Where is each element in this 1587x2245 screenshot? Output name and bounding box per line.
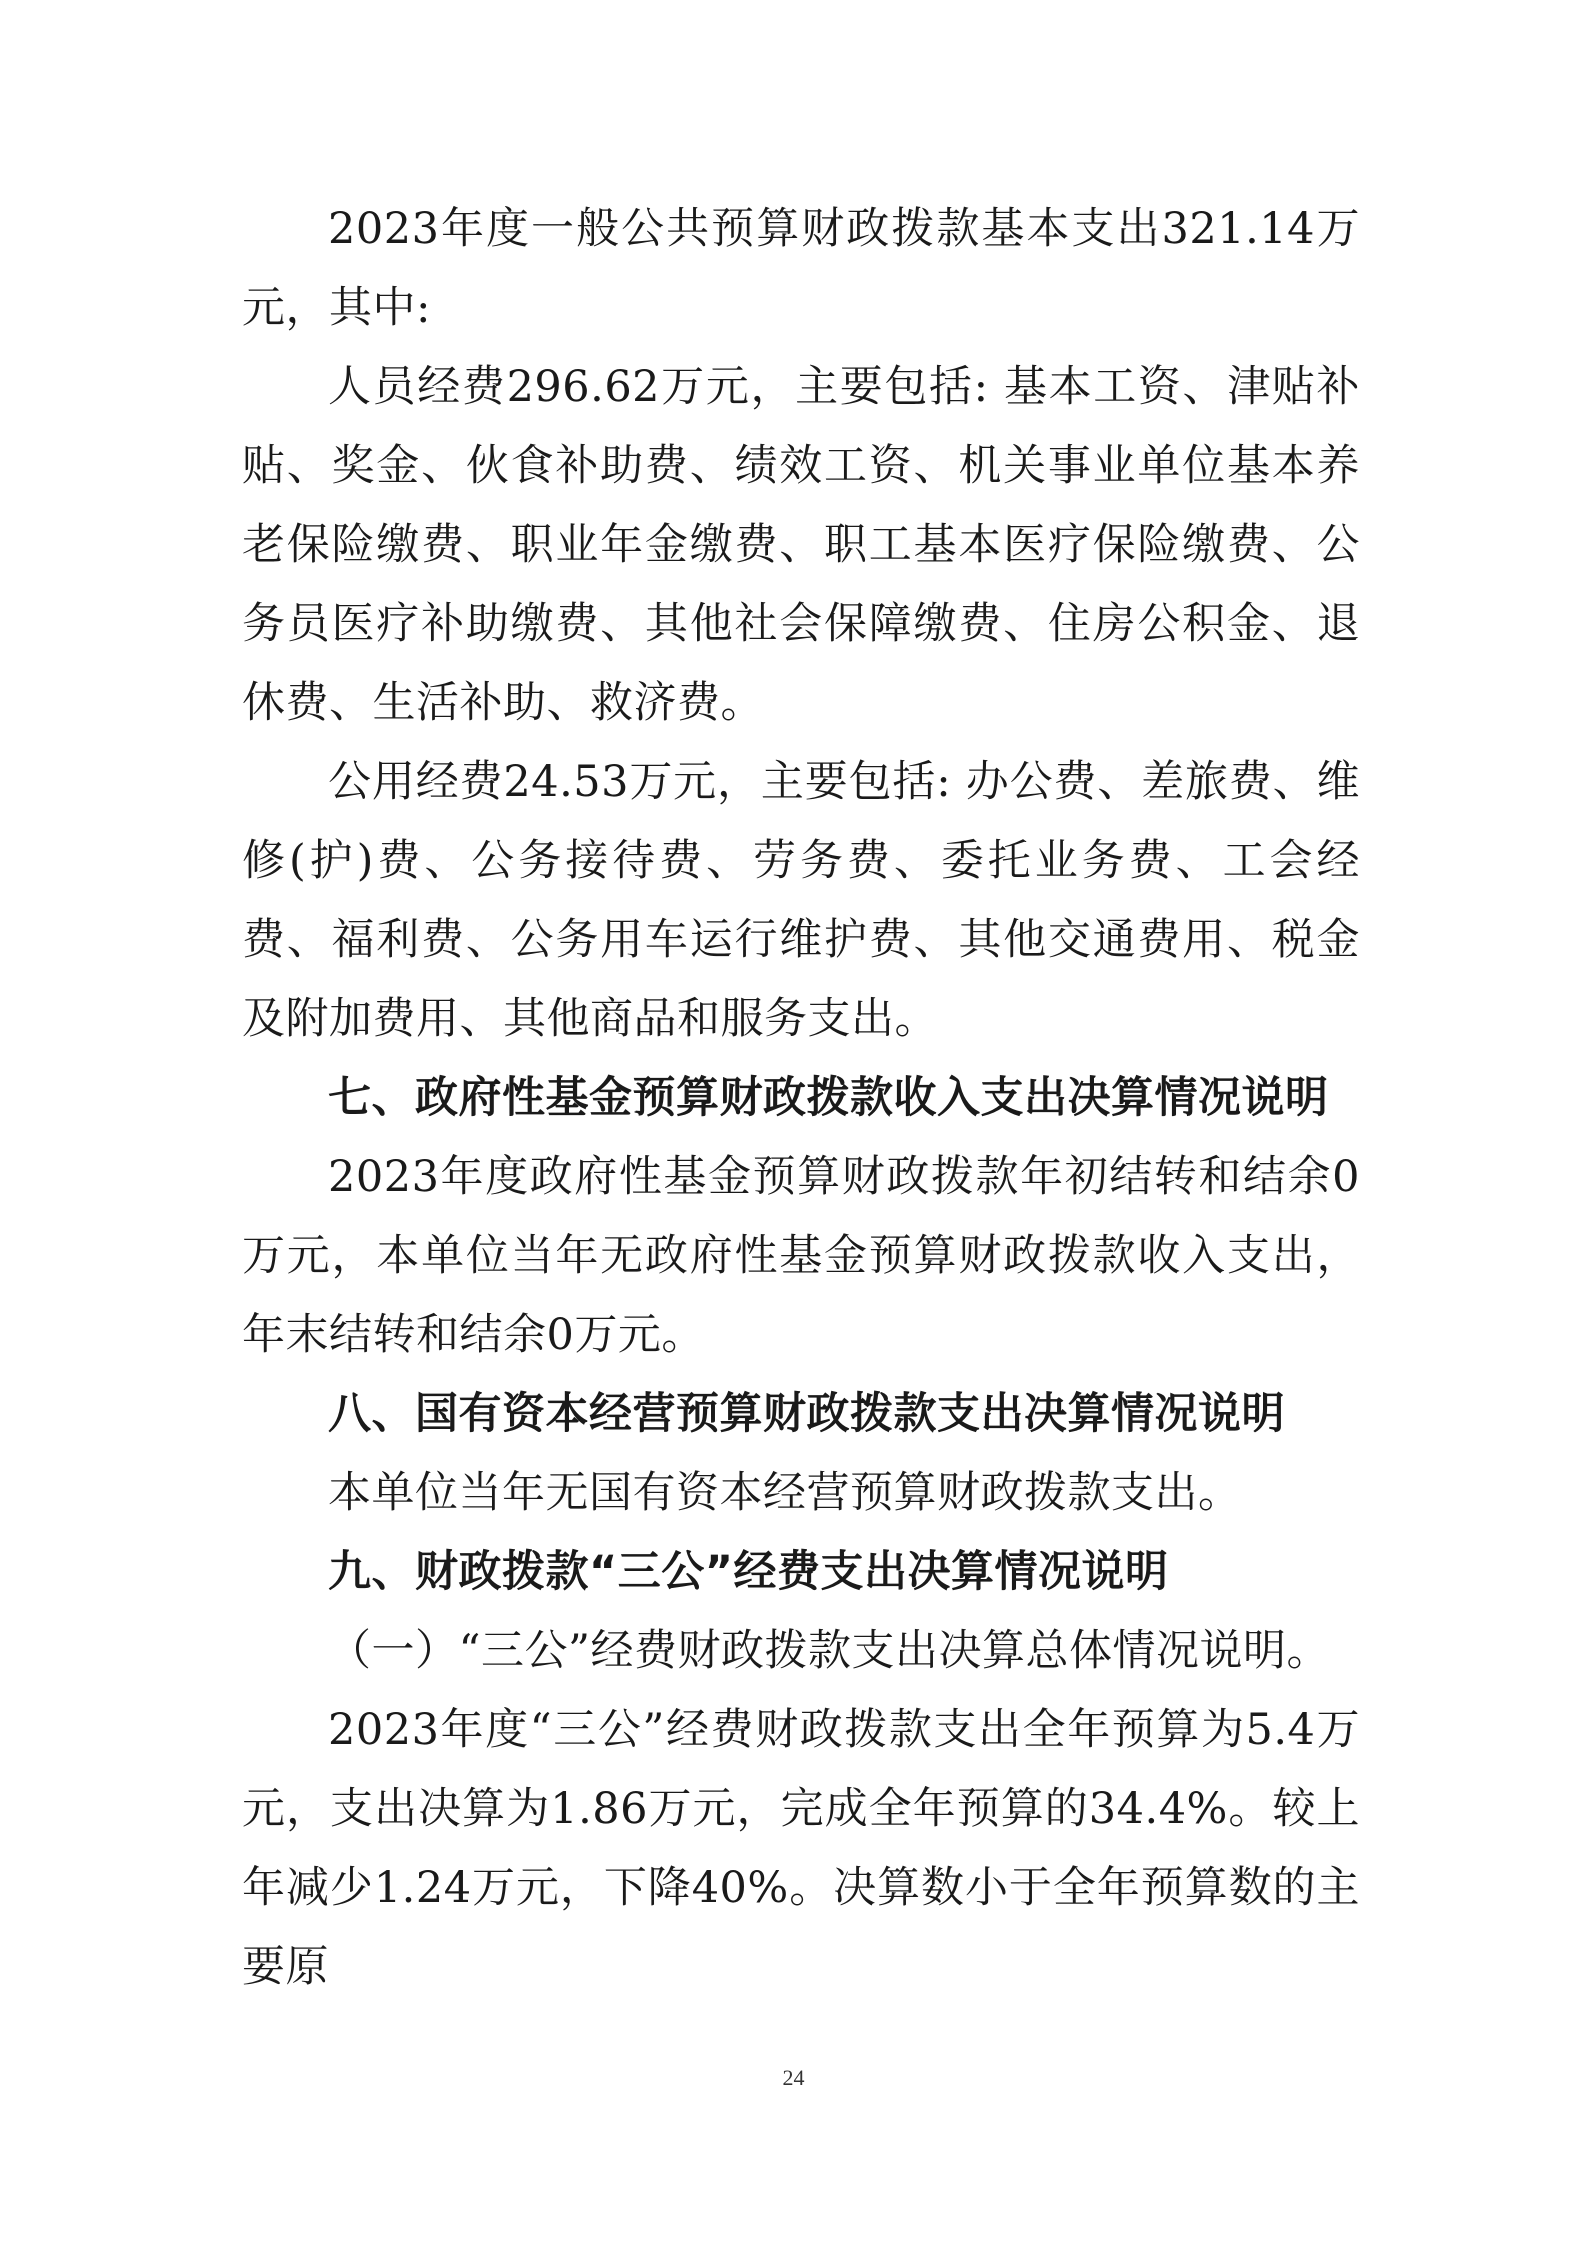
paragraph-government-fund: 2023年度政府性基金预算财政拨款年初结转和结余0万元，本单位当年无政府性基金预算财政拨款收入支出，年末结转和结余0万元。 (242, 1152, 1360, 1360)
subheading-three-public-overview: （一）“三公”经费财政拨款支出决算总体情况说明。 (328, 1626, 1330, 1676)
paragraph-public-expenses: 公用经费24.53万元，主要包括: 办公费、差旅费、维修(护)费、公务接待费、劳务费、委托业务费、工会经费、福利费、公务用车运行维护费、其他交通费用、税金及附加费用、其他商品和服务支出。 (242, 757, 1360, 1044)
heading-section-9: 九、财政拨款“三公”经费支出决算情况说明 (328, 1547, 1169, 1597)
paragraph-personnel-expenses: 人员经费296.62万元，主要包括: 基本工资、津贴补贴、奖金、伙食补助费、绩效工资、机关事业单位基本养老保险缴费、职业年金缴费、职工基本医疗保险缴费、公务员医疗补助缴费、其他社会保障缴费、住房公积金、退休费、生活补助、救济费。 (242, 362, 1360, 728)
paragraph-basic-expenditure: 2023年度一般公共预算财政拨款基本支出321.14万元，其中: (242, 204, 1360, 333)
heading-section-7: 七、政府性基金预算财政拨款收入支出决算情况说明 (328, 1073, 1329, 1123)
document-body (242, 190, 1360, 2007)
page-number: 24 (782, 2065, 805, 2090)
paragraph-three-public-budget: 2023年度“三公”经费财政拨款支出全年预算为5.4万元，支出决算为1.86万元，完成全年预算的34.4%。较上年减少1.24万元，下降40%。决算数小于全年预算数的主要原 (242, 1705, 1360, 1992)
paragraph-state-capital: 本单位当年无国有资本经营预算财政拨款支出。 (328, 1468, 1242, 1518)
heading-section-8: 八、国有资本经营预算财政拨款支出决算情况说明 (328, 1389, 1285, 1439)
